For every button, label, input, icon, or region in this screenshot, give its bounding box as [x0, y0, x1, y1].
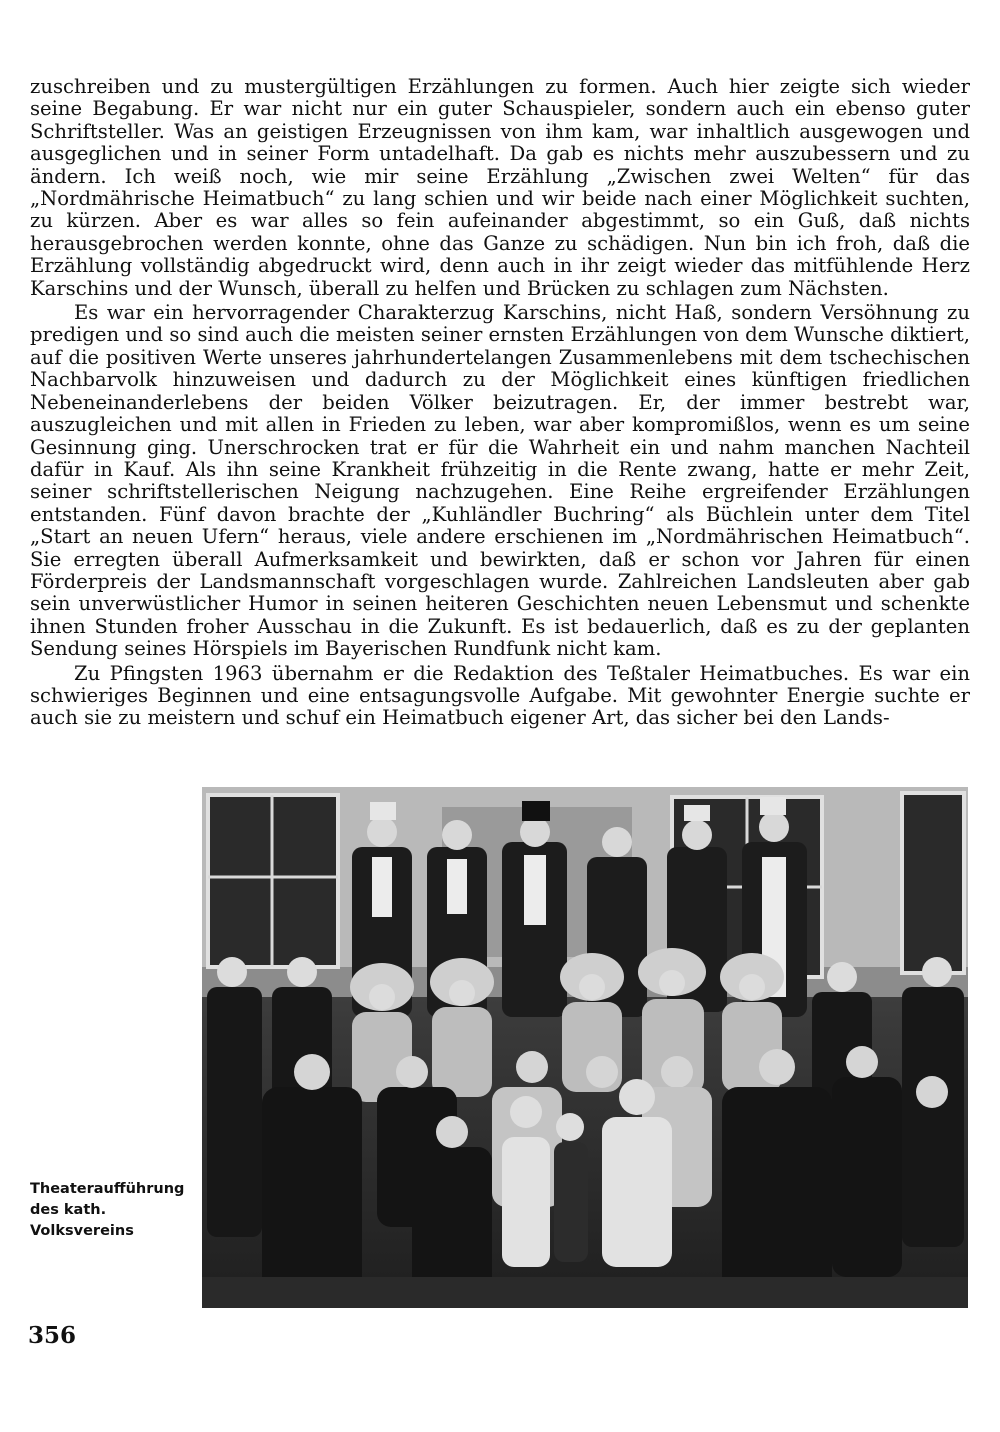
caption-line: Volksvereins	[30, 1223, 134, 1239]
paragraph: zuschreiben und zu mustergültigen Erzählungen zu formen. Auch hier zeigte sich wieder seine Begabung. Er war nicht nur ein guter Schauspieler, sondern auch ein ebenso guter Schriftsteller. Was an geistigen Erzeugnissen von ihm kam, war inhaltlich ausgewogen und ausgeglichen und in seiner Form untadelhaft. Da gab es nichts mehr auszubessern und zu ändern. Ich weiß noch, wie mir seine Erzählung „Zwischen zwei Welten“ für das „Nordmährische Heimatbuch“ zu lang schien und wir beide nach einer Möglichkeit suchten, zu kürzen. Aber es war alles so fein aufeinander abgestimmt, so ein Guß, daß nichts herausgebrochen werden konnte, ohne das Ganze zu schädigen. Nun bin ich froh, daß die Erzählung vollständig abgedruckt wird, denn auch in ihr zeigt wieder das mitfühlende Herz Karschins und der Wunsch, überall zu helfen und Brücken zu schlagen zum Nächsten.	[30, 75, 970, 300]
paragraph: Zu Pfingsten 1963 übernahm er die Redaktion des Teßtaler Heimatbuches. Es war ein schwieriges Beginnen und eine entsagungsvolle Aufgabe. Mit gewohnter Energie suchte er auch sie zu meistern und schuf ein Heimatbuch eigener Art, das sicher bei den Lands-	[30, 661, 970, 730]
paragraph: Es war ein hervorragender Charakterzug Karschins, nicht Haß, sondern Versöhnung zu predigen und so sind auch die meisten seiner ernsten Erzählungen von dem Wunsche diktiert, auf die positiven Werte unseres jahrhundertelangen Zusammenlebens mit dem tschechischen Nachbarvolk hinzuweisen und dadurch zu der Möglichkeit eines künftigen friedlichen Nebeneinanderlebens der beiden Völker beizutragen. Er, der immer bestrebt war, auszugleichen und mit allen in Frieden zu leben, war aber kompromißlos, wenn es um seine Gesinnung ging. Unerschrocken trat er für die Wahrheit ein und nahm manchen Nachteil dafür in Kauf. Als ihn seine Krankheit frühzeitig in die Rente zwang, hatte er mehr Zeit, seiner schriftstellerischen Neigung nachzugehen. Eine Reihe ergreifender Erzählungen entstanden. Fünf davon brachte der „Kuhländler Buchring“ als Büchlein unter dem Titel „Start an neuen Ufern“ heraus, viele andere erschienen im „Nordmährischen Heimatbuch“. Sie erregten überall Aufmerksamkeit und bewirkten, daß er schon vor Jahren für einen Förderpreis der Landsmannschaft vorgeschlagen wurde. Zahlreichen Landsleuten aber gab sein unverwüstlicher Humor in seinen heiteren Geschichten neuen Lebensmut und schenkte ihnen Stunden froher Ausschau in die Zukunft. Es ist bedauerlich, daß es zu der geplanten Sendung seines Hörspiels im Bayerischen Rundfunk nicht kam.	[30, 301, 970, 661]
caption-line: des kath.	[30, 1202, 107, 1218]
group-photo	[202, 787, 968, 1308]
article-body	[30, 76, 970, 730]
page-number: 356	[28, 1322, 77, 1349]
caption-line: Theateraufführung	[30, 1181, 185, 1197]
photo-caption	[30, 1179, 190, 1242]
